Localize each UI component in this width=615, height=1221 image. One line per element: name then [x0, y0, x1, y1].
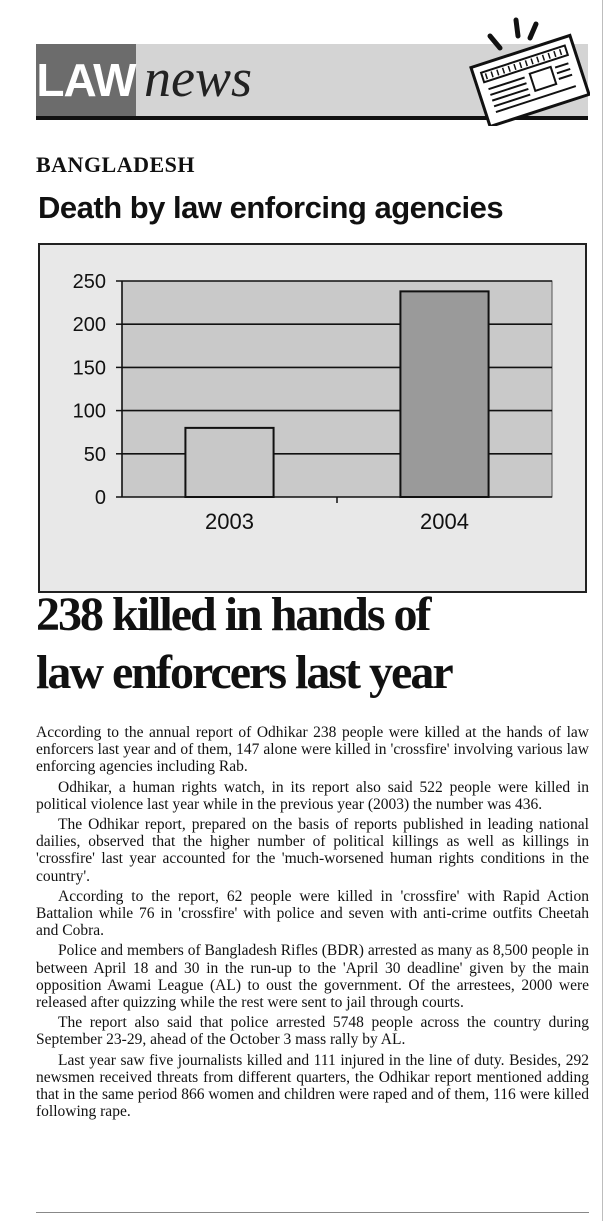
- law-label: LAW: [36, 44, 136, 116]
- newspaper-icon: [460, 16, 590, 126]
- footer-rule: [36, 1212, 589, 1213]
- y-tick-label: 150: [72, 357, 106, 380]
- bar-chart: [40, 245, 585, 591]
- y-tick-label: 50: [83, 443, 106, 466]
- kicker: BANGLADESH: [36, 152, 196, 177]
- chart-frame: [38, 243, 587, 593]
- x-tick-label: 2004: [420, 509, 469, 534]
- headline-line-2: law enforcers last year: [36, 646, 452, 699]
- paragraph: Police and members of Bangladesh Rifles (BDR) arrested as many as 8,500 people in between April 18 and 30 in the run-up to the 'April 30 deadline' given by the main opposition Awami League (AL) to oust the government. Of the arrestees, 2000 were released after quizzing while the rest were sent to jail through courts.: [36, 942, 589, 1012]
- article-body: [36, 724, 589, 1123]
- chart-title: Death by law enforcing agencies: [38, 190, 504, 225]
- paragraph: According to the annual report of Odhikar 238 people were killed at the hands of law enforcers last year and of them, 147 alone were killed in 'crossfire' involving various law enforcing agencies including Rab.: [36, 724, 589, 776]
- paragraph: The report also said that police arrested 5748 people across the country during September 23-29, ahead of the October 3 mass rally by AL.: [36, 1014, 589, 1049]
- y-tick-label: 100: [72, 400, 106, 423]
- paragraph: Last year saw five journalists killed and 111 injured in the line of duty. Besides, 292 newsmen received threats from different quarters, the Odhikar report mentioned adding that in the same period 866 women and children were raped and of them, 116 were killed following rape.: [36, 1051, 589, 1121]
- y-tick-label: 200: [72, 314, 106, 337]
- news-label: news: [144, 48, 252, 108]
- x-tick-label: 2003: [205, 509, 254, 534]
- paragraph: According to the report, 62 people were killed in 'crossfire' with Rapid Action Battalion while 76 in 'crossfire' with police and seven with anti-crime outfits Cheetah and Cobra.: [36, 887, 589, 940]
- y-tick-label: 0: [94, 487, 106, 509]
- paragraph: The Odhikar report, prepared on the basis of reports published in leading national dailies, observed that the higher number of political killings as well as killings in 'crossfire' last year accounted for the 'much-worsened human rights conditions in the country'.: [36, 816, 589, 885]
- y-tick-label: 250: [72, 271, 106, 293]
- headline-line-1: 238 killed in hands of: [36, 588, 430, 641]
- paragraph: Odhikar, a human rights watch, in its report also said 522 people were killed in political violence last year while in the previous year (2003) the number was 436.: [36, 778, 589, 813]
- bar-2003: [185, 428, 273, 497]
- headline: [36, 586, 596, 702]
- bar-2004: [400, 291, 488, 497]
- column-divider: [602, 0, 603, 1221]
